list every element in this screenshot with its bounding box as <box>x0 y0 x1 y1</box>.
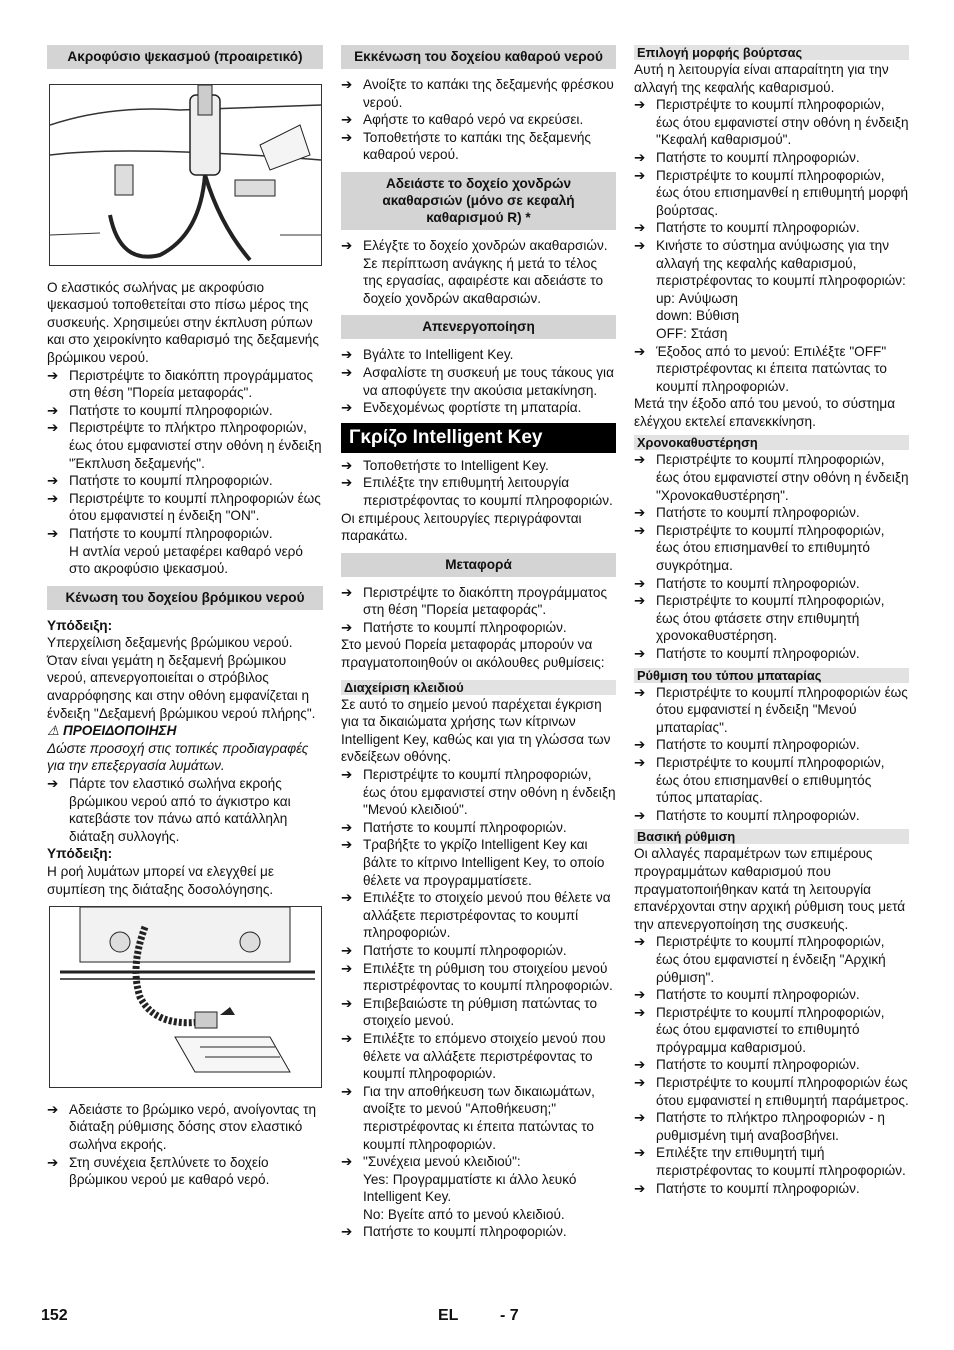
step: ➔ Επιλέξτε την επιθυμητή λειτουργία περιστρέφοντας το κουμπί πληροφοριών. <box>341 475 613 508</box>
step: ➔ Πατήστε το πλήκτρο πληροφοριών - η ρυθμισμένη τιμή αναβοσβήνει. <box>634 1110 885 1143</box>
step: ➔ Πατήστε το κουμπί πληροφοριών. <box>341 1224 567 1240</box>
page-number: 152 <box>41 1307 68 1324</box>
arrow-icon: ➔ <box>634 1075 646 1091</box>
step: ➔ Ανοίξτε το καπάκι της δεξαμενής φρέσκου νερού. <box>341 77 614 110</box>
arrow-icon: ➔ <box>341 837 353 853</box>
arrow-icon: ➔ <box>634 149 646 165</box>
step: ➔ Πατήστε το κουμπί πληροφοριών. <box>47 473 273 489</box>
warning-line: ⚠ ΠΡΟΕΙΔΟΠΟΙΗΣΗ <box>47 723 177 739</box>
step: ➔ Περιστρέψτε το κουμπί πληροφοριών, έως ότου φτάσετε στην επιθυμητή χρονοκαθυστέρηση. <box>634 593 885 644</box>
warning-icon: ⚠ <box>47 723 60 739</box>
arrow-icon: ➔ <box>634 237 646 253</box>
arrow-icon: ➔ <box>634 1057 646 1073</box>
step: ➔ Πατήστε το κουμπί πληροφοριών. <box>47 525 273 541</box>
option-off: OFF: Στάση <box>656 325 728 341</box>
arrow-icon: ➔ <box>634 1110 646 1126</box>
option-down: down: Βύθιση <box>656 308 740 324</box>
note-text: Υπερχείλιση δεξαμενής βρώμικου νερού. Όταν είναι γεμάτη η δεξαμενή βρώμικου νερού, απενεργοποιείται ο στρόβιλος αναρρόφησης και στην οθόνη εμφανίζεται η ένδειξη "Δεξαμενή βρώμικου νερού πλήρης". <box>47 635 316 721</box>
step: ➔ Περιστρέψτε το κουμπί πληροφοριών, έως ότου εμφανιστεί η ένδειξη "Αρχική ρύθμιση". <box>634 934 886 985</box>
arrow-icon: ➔ <box>634 167 646 183</box>
step: ➔ Κινήστε το σύστημα ανύψωσης για την αλλαγή της κεφαλής καθαρισμού, περιστρέφοντας το κουμπί πληροφοριών: <box>634 237 906 289</box>
step: ➔ Πατήστε το κουμπί πληροφοριών. <box>634 807 860 823</box>
step: ➔ Πατήστε το κουμπί πληροφοριών. <box>634 646 860 661</box>
arrow-icon: ➔ <box>634 754 646 770</box>
arrow-icon: ➔ <box>47 473 59 489</box>
step: ➔ Πατήστε το κουμπί πληροφοριών. <box>634 505 860 521</box>
arrow-icon: ➔ <box>47 420 59 436</box>
arrow-icon: ➔ <box>341 584 353 600</box>
column-2 <box>341 45 616 1241</box>
intro-paragraph: Ο ελαστικός σωλήνας με ακροφύσιο ψεκασμού τοποθετείται στο πίσω μέρος της συσκευής. Χρησιμεύει στην έκπλυση ρύπων και στο χειροκίνητο καθαρισμό της δεξαμενής βρώμικου νερού. <box>47 279 319 365</box>
arrow-icon: ➔ <box>47 1101 59 1117</box>
paragraph: Οι επιμέρους λειτουργίες περιγράφονται παρακάτω. <box>341 510 582 544</box>
step: ➔ Περιστρέψτε το κουμπί πληροφοριών έως ότου εμφανιστεί η ένδειξη "Μενού μπαταρίας". <box>634 684 908 735</box>
arrow-icon: ➔ <box>634 934 646 950</box>
step: ➔ Πατήστε το κουμπί πληροφοριών. <box>634 149 860 165</box>
step: ➔ Περιστρέψτε το κουμπί πληροφοριών, έως ότου επισημανθεί η επιθυμητή μορφή βούρτσας. <box>634 167 909 218</box>
step: ➔ Στη συνέχεια ξεπλύνετε το δοχείο βρώμικου νερού με καθαρό νερό. <box>47 1154 270 1188</box>
arrow-icon: ➔ <box>341 942 353 958</box>
heading-key-management: Διαχείριση κλειδιού <box>341 680 616 695</box>
arrow-icon: ➔ <box>341 457 353 473</box>
paragraph: Μετά την έξοδο από του μενού, το σύστημα ελέγχου εκτελεί επανεκκίνηση. <box>634 396 896 429</box>
heading-shutdown: Απενεργοποίηση <box>341 315 616 339</box>
arrow-icon: ➔ <box>341 995 353 1011</box>
step: ➔ Πατήστε το κουμπί πληροφοριών. <box>634 220 860 236</box>
step: ➔ Επιβεβαιώστε τη ρύθμιση πατώντας το στοιχείο μενού. <box>341 995 598 1029</box>
arrow-icon: ➔ <box>634 505 646 521</box>
arrow-icon: ➔ <box>634 593 646 609</box>
step-result: Η αντλία νερού μεταφέρει καθαρό νερό στο ακροφύσιο ψεκασμού. <box>69 543 303 577</box>
arrow-icon: ➔ <box>341 364 353 380</box>
column-1 <box>47 45 323 1189</box>
heading-transport: Μεταφορά <box>341 553 616 577</box>
heading-battery-type: Ρύθμιση του τύπου μπαταρίας <box>634 668 909 683</box>
step: ➔ Αφήστε το καθαρό νερό να εκρεύσει. <box>341 112 584 128</box>
arrow-icon: ➔ <box>634 737 646 753</box>
step: ➔ Πάρτε τον ελαστικό σωλήνα εκροής βρώμικου νερού από το άγκιστρο και κατεβάστε τον πάνω από κατάλληλη διάταξη συλλογής. <box>47 776 291 844</box>
note-label: Υπόδειξη: <box>47 846 113 862</box>
step: ➔ Πατήστε το κουμπί πληροφοριών. <box>341 619 567 635</box>
step: ➔ Περιστρέψτε το κουμπί πληροφοριών, έως ότου εμφανιστεί στην οθόνη η ένδειξη "Χρονοκαθυστέρηση". <box>634 452 909 503</box>
note-text: Η ροή λυμάτων μπορεί να ελεγχθεί με συμπίεση της διάταξης δοσολόγησης. <box>47 864 274 897</box>
language-code: EL <box>438 1307 459 1324</box>
section-page: - 7 <box>500 1307 519 1324</box>
arrow-icon: ➔ <box>341 1030 353 1046</box>
step: ➔ Πατήστε το κουμπί πληροφοριών. <box>341 942 567 958</box>
paragraph: Αυτή η λειτουργία είναι απαραίτητη για την αλλαγή της κεφαλής καθαρισμού. <box>634 62 889 95</box>
arrow-icon: ➔ <box>341 112 353 128</box>
step: ➔ Επιλέξτε την επιθυμητή τιμή περιστρέφοντας το κουμπί πληροφοριών. <box>634 1145 906 1179</box>
step: ➔ Πατήστε το κουμπί πληροφοριών. <box>634 737 860 753</box>
arrow-icon: ➔ <box>634 987 646 1003</box>
arrow-icon: ➔ <box>341 960 353 976</box>
column-3 <box>634 45 909 1197</box>
arrow-icon: ➔ <box>634 97 646 113</box>
arrow-icon: ➔ <box>341 1083 353 1099</box>
warning-text: Δώστε προσοχή στις τοπικές προδιαγραφές για την επεξεργασία λυμάτων. <box>47 740 309 774</box>
step: ➔ Περιστρέψτε το κουμπί πληροφοριών έως ότου εμφανιστεί η ένδειξη "ON". <box>47 490 321 524</box>
arrow-icon: ➔ <box>634 646 646 661</box>
option-up: up: Ανύψωση <box>656 290 738 306</box>
arrow-icon: ➔ <box>634 220 646 236</box>
step: ➔ Περιστρέψτε το κουμπί πληροφοριών, έως ότου εμφανιστεί το επιθυμητό πρόγραμμα καθαρισμού. <box>634 1004 885 1055</box>
arrow-icon: ➔ <box>634 807 646 823</box>
arrow-icon: ➔ <box>47 525 59 541</box>
step: ➔ Τραβήξτε το γκρίζο Intelligent Key και βάλτε το κίτρινο Intelligent Key, το οποίο θέλετε να προγραμματίσετε. <box>341 837 605 888</box>
step: ➔ Τοποθετήστε το καπάκι της δεξαμενής καθαρού νερού. <box>341 129 591 163</box>
drain-hose-figure <box>49 906 322 1088</box>
step: ➔ Πατήστε το κουμπί πληροφοριών. <box>634 1057 860 1073</box>
heading-basic-setting: Βασική ρύθμιση <box>634 829 909 844</box>
paragraph: Οι αλλαγές παραμέτρων των επιμέρους προγραμμάτων καθαρισμού που πραγματοποιήθηκαν κατά τη λειτουργία επανέρχονται στην αρχική ρύθμιση τους μετά την απενεργοποίηση της συσκευής. <box>634 846 906 932</box>
step: ➔ Τοποθετήστε το Intelligent Key. <box>341 457 549 473</box>
arrow-icon: ➔ <box>341 237 353 253</box>
arrow-icon: ➔ <box>634 1004 646 1020</box>
step: ➔ Πατήστε το κουμπί πληροφοριών. <box>47 402 273 418</box>
arrow-icon: ➔ <box>47 776 59 792</box>
step: ➔ Αδειάστε το βρώμικο νερό, ανοίγοντας τη διάταξη ρύθμισης δόσης στον ελαστικό σωλήνα εκροής. <box>47 1101 317 1152</box>
arrow-icon: ➔ <box>47 402 59 418</box>
step: ➔ Πατήστε το κουμπί πληροφοριών. <box>634 1180 860 1196</box>
arrow-icon: ➔ <box>634 1180 646 1196</box>
step: ➔ Περιστρέψτε το διακόπτη προγράμματος στη θέση "Πορεία μεταφοράς". <box>47 367 313 401</box>
arrow-icon: ➔ <box>341 400 353 416</box>
step: ➔ Επιλέξτε το επόμενο στοιχείο μενού που θέλετε να αλλάξετε περιστρέφοντας το κουμπί πληροφοριών. <box>341 1030 606 1082</box>
step: ➔ Περιστρέψτε το πλήκτρο πληροφοριών, έως ότου εμφανιστεί στην οθόνη η ένδειξη "Έκπλυση δεξαμενής". <box>47 420 322 471</box>
arrow-icon: ➔ <box>634 452 646 468</box>
arrow-icon: ➔ <box>341 1154 353 1170</box>
step: ➔ Ελέγξτε το δοχείο χονδρών ακαθαρσιών. Σε περίπτωση ανάγκης ή μετά το τέλος της εργασίας, αφαιρέστε και αδειάστε το δοχείο χονδρών ακαθαρσιών. <box>341 237 608 306</box>
step: ➔ Περιστρέψτε το κουμπί πληροφοριών, έως ότου εμφανιστεί στην οθόνη η ένδειξη "Μενού κλειδιού". <box>341 767 616 818</box>
heading-coarse-dirt: Αδειάστε το δοχείο χονδρών ακαθαρσιών (μόνο σε κεφαλή καθαρισμού R) * <box>341 172 616 230</box>
step: ➔ Βγάλτε το Intelligent Key. <box>341 347 514 363</box>
heading-clean-water: Εκκένωση του δοχείου καθαρού νερού <box>341 45 616 69</box>
heading-brush-type: Επιλογή μορφής βούρτσας <box>634 45 909 60</box>
step: ➔ Ενδεχομένως φορτίστε τη μπαταρία. <box>341 400 582 416</box>
heading-spray-nozzle: Ακροφύσιο ψεκασμού (προαιρετικό) <box>47 45 323 69</box>
step: ➔ "Συνέχεια μενού κλειδιού": <box>341 1154 521 1170</box>
step: ➔ Έξοδος από το μενού: Επιλέξτε "OFF" περιστρέφοντας κι έπειτα πατώντας το κουμπί πληροφοριών. <box>634 343 887 394</box>
arrow-icon: ➔ <box>634 522 646 538</box>
arrow-icon: ➔ <box>341 129 353 145</box>
arrow-icon: ➔ <box>634 575 646 591</box>
step: ➔ Ασφαλίστε τη συσκευή με τους τάκους για να αποφύγετε την ακούσια μετακίνηση. <box>341 364 614 398</box>
step: ➔ Πατήστε το κουμπί πληροφοριών. <box>634 987 860 1003</box>
arrow-icon: ➔ <box>341 1224 353 1240</box>
step: ➔ Για την αποθήκευση των δικαιωμάτων, ανοίξτε το μενού "Αποθήκευση;" περιστρέφοντας κι έπειτα πατώντας το κουμπί πληροφοριών. <box>341 1083 595 1152</box>
option-no: No: Βγείτε από το μενού κλειδιού. <box>363 1206 565 1222</box>
arrow-icon: ➔ <box>341 890 353 906</box>
arrow-icon: ➔ <box>47 367 59 383</box>
arrow-icon: ➔ <box>341 819 353 835</box>
heading-time-delay: Χρονοκαθυστέρηση <box>634 435 909 450</box>
heading-grey-key: Γκρίζο Intelligent Key <box>341 423 616 453</box>
step: ➔ Πατήστε το κουμπί πληροφοριών. <box>634 575 860 591</box>
step: ➔ Επιλέξτε τη ρύθμιση του στοιχείου μενού περιστρέφοντας το κουμπί πληροφοριών. <box>341 960 613 994</box>
arrow-icon: ➔ <box>634 1145 646 1161</box>
arrow-icon: ➔ <box>634 343 646 359</box>
paragraph: Σε αυτό το σημείο μενού παρέχεται έγκριση για τα δικαιώματα χρήσης των κίτρινων Intelligent Key, καθώς και για τη γλώσσα των ενδείξεων οθόνης. <box>341 696 611 765</box>
step: ➔ Περιστρέψτε το κουμπί πληροφοριών, έως ότου επισημανθεί ο επιθυμητός τύπος μπαταρίας. <box>634 754 885 806</box>
step: ➔ Πατήστε το κουμπί πληροφοριών. <box>341 819 567 835</box>
option-yes: Yes: Προγραμματίστε κι άλλο λευκό Intelligent Key. <box>363 1171 577 1205</box>
arrow-icon: ➔ <box>634 684 646 700</box>
arrow-icon: ➔ <box>341 77 353 92</box>
paragraph: Στο μενού Πορεία μεταφοράς μπορούν να πραγματοποιηθούν οι ακόλουθες ρυθμίσεις: <box>341 637 605 671</box>
step: ➔ Περιστρέψτε το κουμπί πληροφοριών, έως ότου εμφανιστεί στην οθόνη η ένδειξη "Κεφαλή καθαρισμού". <box>634 97 909 148</box>
arrow-icon: ➔ <box>341 475 353 491</box>
spray-nozzle-figure <box>49 84 322 266</box>
step: ➔ Επιλέξτε το στοιχείο μενού που θέλετε να αλλάξετε περιστρέφοντας το κουμπί πληροφοριών. <box>341 890 611 941</box>
arrow-icon: ➔ <box>47 490 59 506</box>
step: ➔ Περιστρέψτε το κουμπί πληροφοριών, έως ότου επισημανθεί το επιθυμητό συγκρότημα. <box>634 522 885 574</box>
arrow-icon: ➔ <box>341 347 353 363</box>
arrow-icon: ➔ <box>341 619 353 635</box>
step: ➔ Περιστρέψτε το κουμπί πληροφοριών έως ότου εμφανιστεί η επιθυμητή παράμετρος. <box>634 1075 909 1108</box>
arrow-icon: ➔ <box>47 1154 59 1170</box>
heading-dirty-water: Κένωση του δοχείου βρόμικου νερού <box>47 586 323 610</box>
arrow-icon: ➔ <box>341 767 353 783</box>
note-label: Υπόδειξη: <box>47 617 113 633</box>
step: ➔ Περιστρέψτε το διακόπτη προγράμματος στη θέση "Πορεία μεταφοράς". <box>341 584 607 618</box>
